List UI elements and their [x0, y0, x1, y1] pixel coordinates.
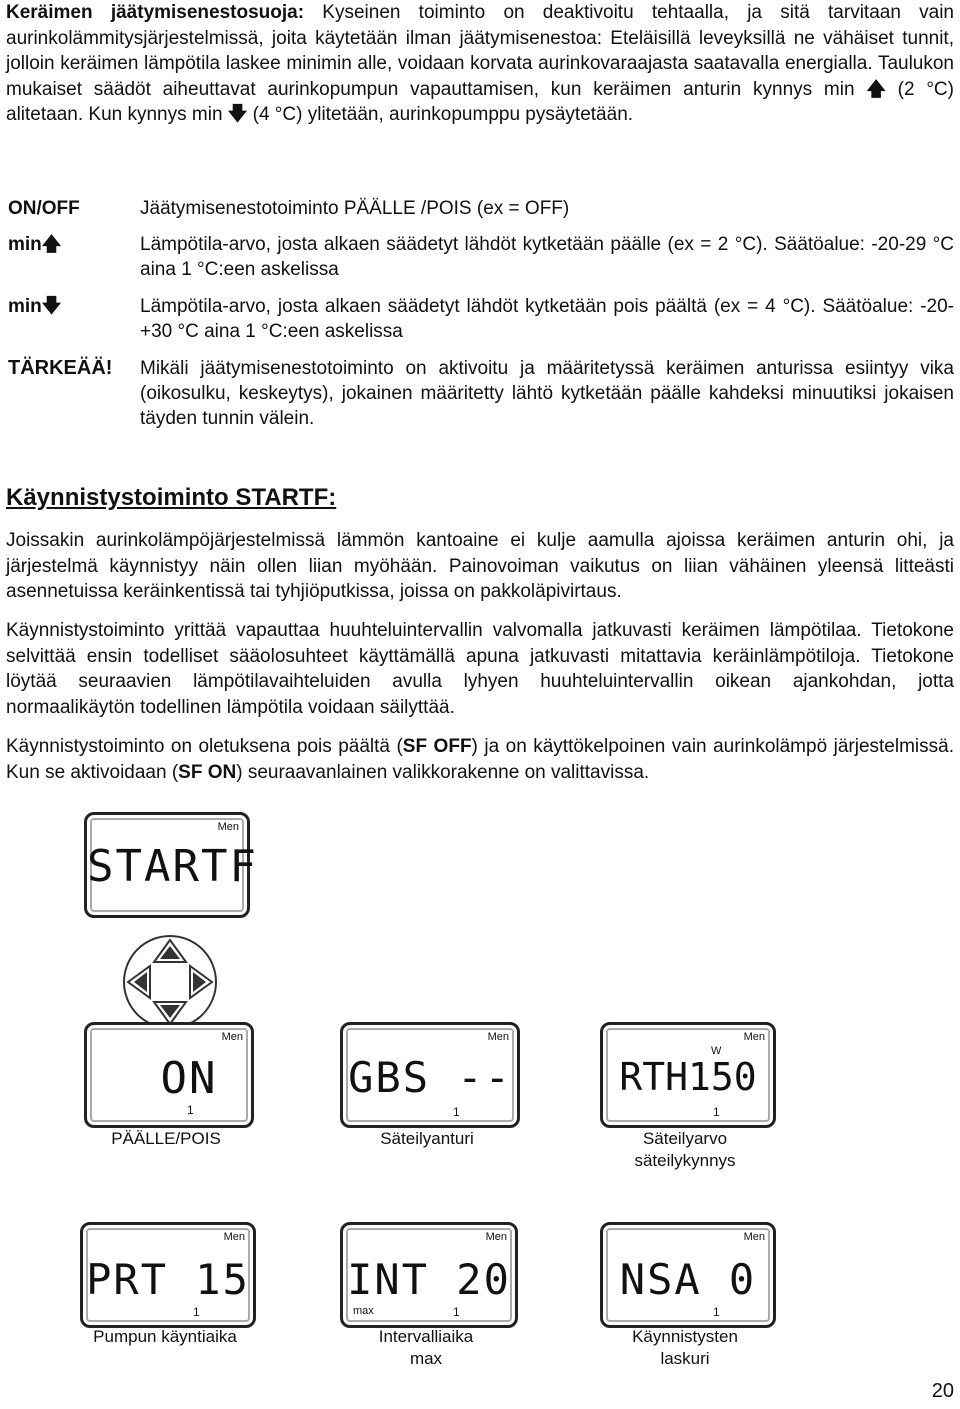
- lcd-text: RTH150: [619, 1055, 757, 1099]
- lcd-index: 1: [453, 1305, 460, 1319]
- arrow-down-icon: 🡇: [41, 296, 62, 317]
- lcd-index: 1: [713, 1305, 720, 1319]
- menu-indicator: Men: [221, 1031, 243, 1043]
- menu-indicator: Men: [223, 1231, 245, 1243]
- lcd-display-int: [340, 1222, 518, 1328]
- lcd-index: 1: [187, 1103, 194, 1117]
- lcd-display-on: [84, 1022, 254, 1128]
- intro-text-3: (4 °C) ylitetään, aurinkopumppu pysäytetään.: [247, 104, 634, 125]
- lcd-text: GBS --: [348, 1053, 512, 1102]
- caption-int: Intervalliaika max: [378, 1327, 474, 1368]
- unit-max: max: [353, 1305, 374, 1317]
- menu-indicator: Men: [743, 1231, 765, 1243]
- def-desc: Mikäli jäätymisenestotoiminto on aktivoitu ja määritetyssä keräimen anturissa esiintyy vika (oikosulku, keskeytys), jokainen määritetty lähtö kytketään päälle kahdeksi minuutiksi jokaisen täyden tunnin välein.: [140, 358, 954, 429]
- intro-title: Keräimen jäätymisenestosuoja:: [6, 2, 305, 23]
- lcd-index: 1: [193, 1305, 200, 1319]
- caption-nsa: Käynnistysten laskuri: [632, 1327, 738, 1368]
- menu-indicator: Men: [487, 1031, 509, 1043]
- lcd-text: INT 20: [347, 1255, 511, 1304]
- caption-rth: Säteilyarvo säteilykynnys: [634, 1129, 736, 1170]
- menu-indicator: Men: [217, 821, 239, 833]
- menu-indicator: Men: [485, 1231, 507, 1243]
- lcd-display-prt: [80, 1222, 256, 1328]
- intro-paragraph: [6, 0, 954, 128]
- arrow-up-icon: 🡅: [41, 234, 62, 255]
- lcd-display-nsa: [600, 1222, 776, 1328]
- def-term: min🡅: [8, 234, 62, 255]
- section-heading: Käynnistystoiminto STARTF:: [6, 484, 337, 511]
- def-desc: Jäätymisenestotoiminto PÄÄLLE /POIS (ex = OFF): [140, 198, 570, 219]
- intro-text-1: Kyseinen toiminto on deaktivoitu tehtaalla, ja sitä tarvitaan vain aurinkolämmitysjärjestelmissä, joita käytetään ilman jäätymisenestoa: Eteläisillä leveyksillä ne vähäiset tunnit, jolloin keräimen lämpötila laskee minimin alle, voidaan korvata aurinkovaraajasta saatavalla energialla. Taulukon mukaiset säädöt aiheuttavat aurinkopumpun vapauttamisen, kun keräimen anturin kynnys min: [6, 2, 954, 100]
- section-paragraph-1: Joissakin aurinkolämpöjärjestelmissä lämmön kantoaine ei kulje aamulla ajoissa keräimen anturin ohi, ja järjestelmä käynnistyy näin ollen liian myöhään. Painovoiman vaikutus on liian vähäinen yleensä litteästi asennetuissa keräinkentissä tai tyhjiöputkissa, joissa on pakkoläpivirtaus.: [6, 530, 954, 602]
- unit-w: W: [711, 1045, 722, 1057]
- lcd-display-gbs: [340, 1022, 520, 1128]
- lcd-text: NSA 0: [619, 1255, 757, 1304]
- page-number: 20: [931, 1380, 954, 1402]
- lcd-display-startf: [84, 812, 258, 918]
- section-paragraph-2: Käynnistystoiminto yrittää vapauttaa huuhteluintervallin valvomalla jatkuvasti keräimen lämpötilaa. Tietokone selvittää ensin todelliset sääolosuhteet käyttämällä apuna jatkuvasti mitattavia keräinlämpötiloja. Tietokone löytää seuraavien lämpötilavaihteluiden avulla lyhyen huuhteluintervallin oikean ajankohdan, jotta normaalikäytön todellinen lämpötila voidaan säilyttää.: [6, 620, 954, 718]
- navigation-buttons[interactable]: [120, 932, 220, 1032]
- caption-on: PÄÄLLE/POIS: [111, 1129, 221, 1148]
- lcd-text: PRT 15: [86, 1255, 250, 1304]
- def-desc: Lämpötila-arvo, josta alkaen säädetyt lähdöt kytketään pois päältä (ex = 4 °C). Säätöalue: -20-+30 °C aina 1 °C:een askelissa: [140, 296, 954, 342]
- def-term: min🡇: [8, 296, 62, 317]
- lcd-display-rth: [600, 1022, 776, 1128]
- lcd-text: STARTF: [87, 841, 258, 892]
- menu-indicator: Men: [743, 1031, 765, 1043]
- def-desc: Lämpötila-arvo, josta alkaen säädetyt lähdöt kytketään päälle (ex = 2 °C). Säätöalue: -20-29 °C aina 1 °C:een askelissa: [140, 234, 954, 280]
- section-paragraph-3: Käynnistystoiminto on oletuksena pois päältä (SF OFF) ja on käyttökelpoinen vain aurinkolämpö järjestelmissä. Kun se aktivoidaan (SF ON) seuraavanlainen valikkorakenne on valittavissa.: [6, 736, 954, 783]
- def-term: ON/OFF: [8, 198, 80, 219]
- caption-prt: Pumpun käyntiaika: [93, 1327, 237, 1346]
- lcd-index: 1: [453, 1105, 460, 1119]
- intro-text-2: (2 °C) alitetaan. Kun kynnys min: [6, 78, 954, 125]
- lcd-text: ON: [160, 1053, 218, 1104]
- arrow-up-icon: 🡅: [866, 78, 886, 100]
- def-term: TÄRKEÄÄ!: [8, 357, 113, 379]
- caption-gbs: Säteilyanturi: [380, 1129, 474, 1148]
- lcd-index: 1: [713, 1105, 720, 1119]
- arrow-down-icon: 🡇: [227, 104, 248, 125]
